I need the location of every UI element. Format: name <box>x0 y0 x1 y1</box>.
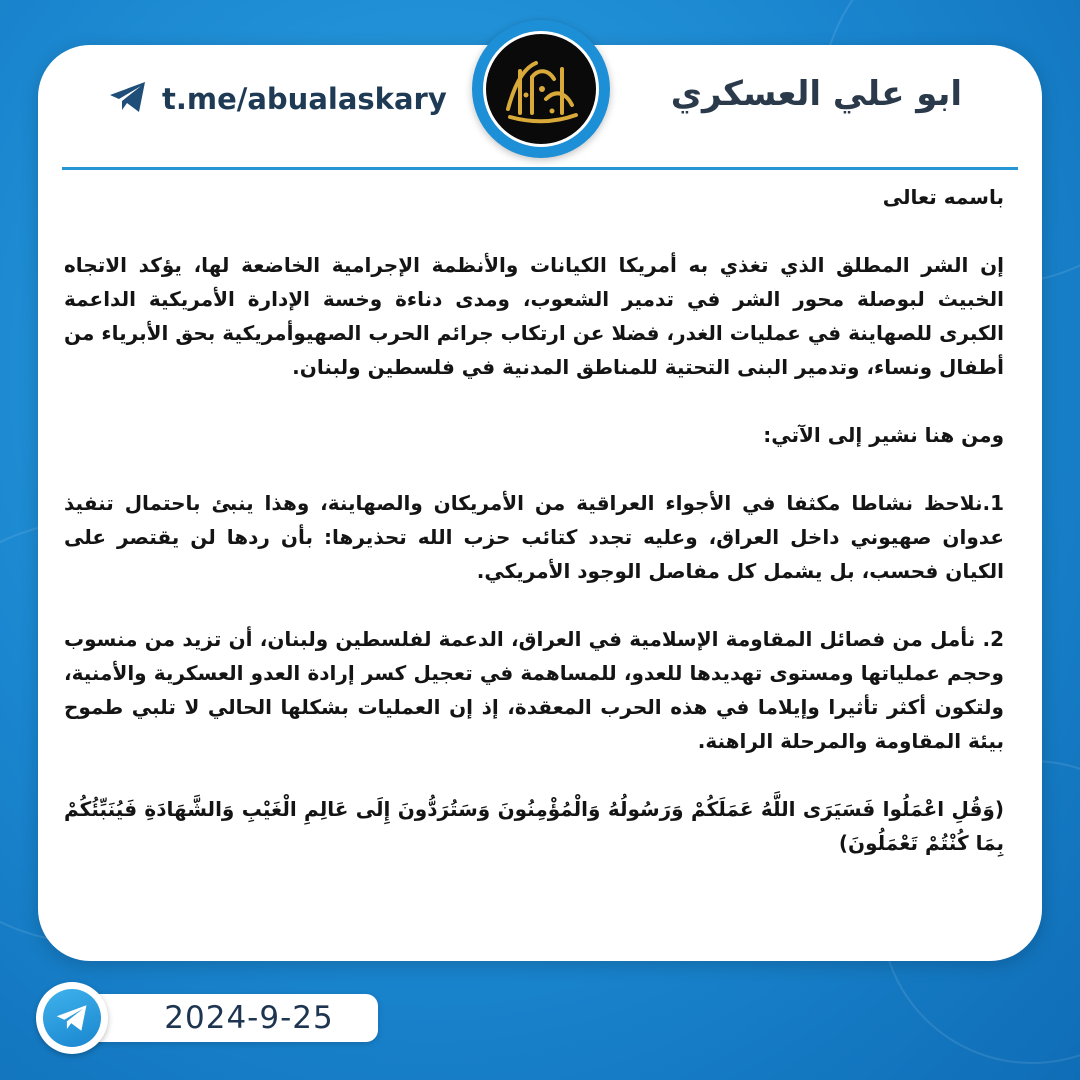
calligraphy-emblem-icon <box>483 31 599 147</box>
post-date: 2024-9-25 <box>164 1000 334 1036</box>
telegram-logo-icon <box>43 989 101 1047</box>
channel-link[interactable]: t.me/abualaskary <box>162 82 447 116</box>
opening-line: باسمه تعالى <box>882 185 1004 209</box>
point-1: 1.نلاحظ نشاطا مكثفا في الأجواء العراقية من الأمريكان والصهاينة، وهذا ينبئ باحتمال تنفيذ عدوان صهيوني داخل العراق، وعليه تجدد كتائب حزب الله تحذيرها: بأن ردها لن يقتصر على الكيان فحسب، بل يشمل كل مفاصل الوجود الأمريكي. <box>64 491 1004 583</box>
point-2: 2. نأمل من فصائل المقاومة الإسلامية في العراق، الدعمة لفلسطين ولبنان، أن تزيد من منسوب وحجم عملياتها ومستوى تهديدها للعدو، للمساهمة في تعجيل كسر إرادة العدو العسكرية والأمنية، ولتكون أكثر تأثيرا وإيلاما في هذه الحرب المعقدة، إذ إن العمليات بشكلها الحالي لا تلبي طموح بيئة المقاومة والمرحلة الراهنة. <box>64 627 1004 753</box>
intro-line: ومن هنا نشير إلى الآتي: <box>763 423 1004 447</box>
header-divider <box>62 167 1018 170</box>
telegram-badge[interactable] <box>36 982 108 1054</box>
post-body <box>64 180 1004 950</box>
author-name: ابو علي العسكري <box>670 74 962 114</box>
channel-logo <box>472 20 610 158</box>
quran-quote: (وَقُلِ اعْمَلُوا فَسَيَرَى اللَّهُ عَمَلَكُمْ وَرَسُولُهُ وَالْمُؤْمِنُونَ وَسَتُرَدُّونَ إِلَى عَالِمِ الْغَيْبِ وَالشَّهَادَةِ فَيُنَبِّئُكُمْ بِمَا كُنْتُمْ تَعْمَلُونَ) <box>64 797 1004 855</box>
channel-link-group[interactable] <box>108 80 447 118</box>
date-badge <box>80 994 378 1042</box>
telegram-plane-icon <box>108 80 148 118</box>
paragraph-1: إن الشر المطلق الذي تغذي به أمريكا الكيانات والأنظمة الإجرامية الخاضعة لها، يؤكد الاتجاه الخبيث لبوصلة محور الشر في تدمير الشعوب، ومدى دناءة وخسة الإدارة الأمريكية الداعمة الكبرى للصهاينة في عمليات الغدر، فضلا عن ارتكاب جرائم الحرب الصهيوأمريكية بحق الأبرياء من أطفال ونساء، وتدمير البنى التحتية للمناطق المدنية في فلسطين ولبنان. <box>64 253 1004 379</box>
